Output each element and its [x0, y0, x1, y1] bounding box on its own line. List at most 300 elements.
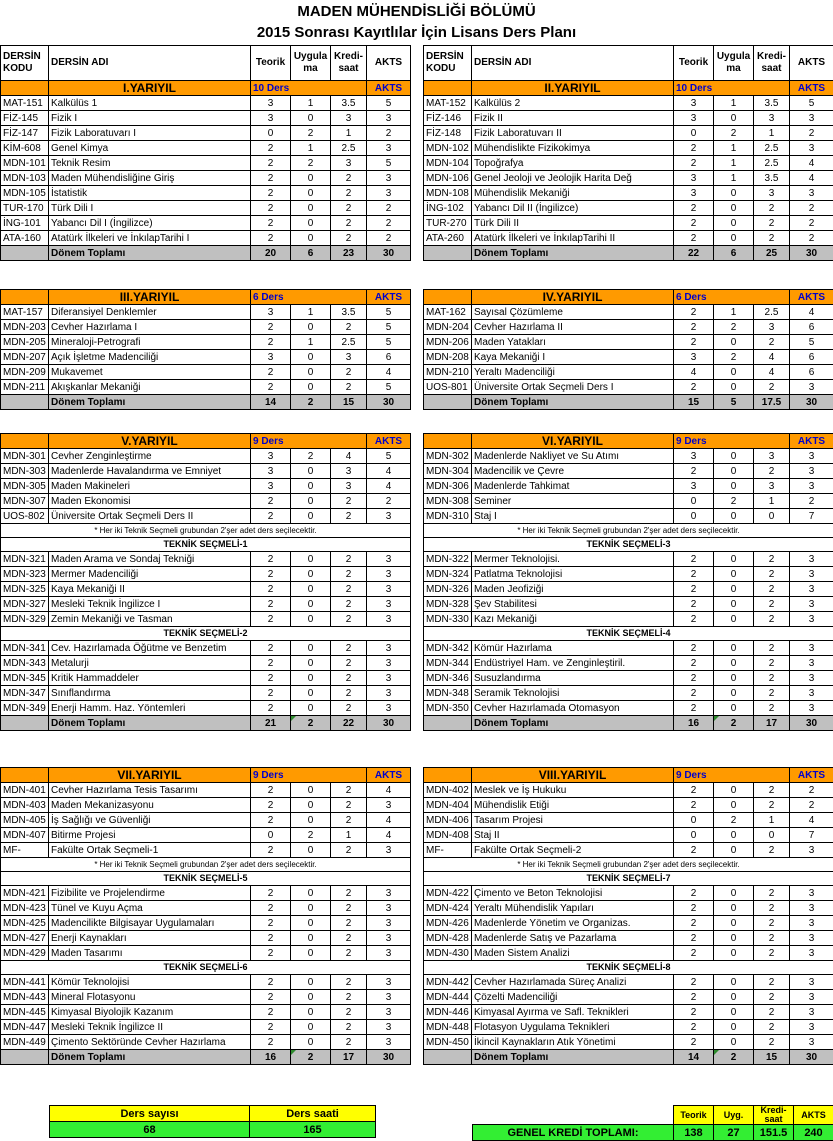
semester-name: V.YARIYIL: [49, 434, 251, 449]
akts-value: 7: [790, 828, 833, 843]
course-code: MDN-105: [1, 186, 49, 201]
course-code: MDN-422: [424, 886, 472, 901]
course-code: MF-: [424, 843, 472, 858]
akts-value: 4: [790, 171, 833, 186]
practice-hours: 2: [714, 813, 754, 828]
credit-hours: 2: [754, 843, 790, 858]
theory-hours: 2: [251, 656, 291, 671]
akts-total: 240: [794, 1125, 833, 1141]
course-code: MAT-152: [424, 96, 472, 111]
course-code: MDN-407: [1, 828, 49, 843]
theory-hours: 2: [674, 975, 714, 990]
practice-total: 27: [714, 1125, 754, 1141]
total-spacer: [424, 246, 472, 261]
credit-hours: 2: [331, 641, 367, 656]
credit-hours: 0: [754, 828, 790, 843]
theory-hours: 3: [251, 479, 291, 494]
elective-note: * Her iki Teknik Seçmeli grubundan 2'şer adet ders seçilecektir.: [1, 858, 411, 872]
credit-hours: 2: [754, 201, 790, 216]
course-count: 10 Ders: [251, 81, 367, 96]
course-code: MDN-330: [424, 612, 472, 627]
theory-hours: 2: [674, 656, 714, 671]
semester-name: III.YARIYIL: [49, 290, 251, 305]
course-row: [424, 350, 833, 365]
credit-hours: 2: [754, 567, 790, 582]
course-code: MDN-430: [424, 946, 472, 961]
total-akts: 30: [367, 246, 411, 261]
course-name: Kritik Hammaddeler: [49, 671, 251, 686]
akts-value: 4: [790, 305, 833, 320]
course-name: Yabancı Dil I (İngilizce): [49, 216, 251, 231]
theory-hours: 2: [251, 813, 291, 828]
course-code: MDN-322: [424, 552, 472, 567]
semester-header-row: [424, 434, 833, 449]
akts-value: 5: [367, 335, 411, 350]
course-row: [1, 126, 411, 141]
akts-value: 3: [367, 509, 411, 524]
course-name: Kaya Mekaniği I: [472, 350, 674, 365]
credit-hours: 2: [754, 1035, 790, 1050]
course-name: Maden Jeofiziği: [472, 582, 674, 597]
akts-label: AKTS: [367, 434, 411, 449]
course-row: [424, 975, 833, 990]
theory-hours: 3: [251, 449, 291, 464]
theory-hours: 2: [674, 916, 714, 931]
credit-hours: 0: [754, 509, 790, 524]
theory-hours: 0: [674, 509, 714, 524]
practice-hours: 0: [291, 494, 331, 509]
practice-hours: 1: [291, 305, 331, 320]
course-count: 9 Ders: [674, 768, 790, 783]
credit-hours: 3.5: [331, 96, 367, 111]
practice-hours: 0: [291, 975, 331, 990]
course-name: Çimento Sektöründe Cevher Hazırlama: [49, 1035, 251, 1050]
semester-table: [423, 45, 833, 261]
course-name: Genel Jeoloji ve Jeolojik Harita Değ: [472, 171, 674, 186]
elective-note-row: [1, 524, 411, 538]
akts-label: AKTS: [790, 768, 833, 783]
practice-hours: 0: [714, 990, 754, 1005]
total-label: Dönem Toplamı: [49, 395, 251, 410]
course-hours-label: Ders saati: [250, 1106, 376, 1122]
theory-hours: 2: [251, 231, 291, 246]
total-practice: 6: [714, 246, 754, 261]
elective-group-title: TEKNİK SEÇMELİ-1: [1, 538, 411, 552]
theory-header: Teorik: [674, 46, 714, 81]
akts-value: 3: [790, 901, 833, 916]
course-count: 9 Ders: [251, 434, 367, 449]
akts-value: 3: [367, 1035, 411, 1050]
total-spacer: [1, 395, 49, 410]
course-row: [424, 320, 833, 335]
practice-hours: 1: [714, 156, 754, 171]
credit-hours: 1: [754, 813, 790, 828]
course-code: MDN-346: [424, 671, 472, 686]
general-credit-label: GENEL KREDİ TOPLAMI:: [473, 1125, 674, 1141]
practice-hours: 0: [714, 783, 754, 798]
course-code: MDN-102: [424, 141, 472, 156]
course-name: Kalkülüs 2: [472, 96, 674, 111]
theory-hours: 0: [251, 126, 291, 141]
credit-hours: 2: [331, 975, 367, 990]
akts-value: 3: [367, 597, 411, 612]
practice-hours: 0: [291, 886, 331, 901]
course-code: MDN-406: [424, 813, 472, 828]
practice-hours: 0: [714, 686, 754, 701]
theory-hours: 2: [674, 305, 714, 320]
theory-hours: 2: [674, 1035, 714, 1050]
practice-hours: 0: [714, 975, 754, 990]
credit-hours: 2: [331, 671, 367, 686]
course-name: Maden Tasarımı: [49, 946, 251, 961]
practice-label: Uyg.: [714, 1106, 754, 1125]
practice-hours: 0: [291, 701, 331, 716]
akts-value: 2: [790, 783, 833, 798]
course-name: Kaya Mekaniği II: [49, 582, 251, 597]
akts-value: 2: [367, 231, 411, 246]
practice-hours: 0: [714, 671, 754, 686]
theory-hours: 2: [674, 686, 714, 701]
theory-hours: 2: [674, 931, 714, 946]
course-name: Fakülte Ortak Seçmeli-1: [49, 843, 251, 858]
course-name: Maden Sistem Analizi: [472, 946, 674, 961]
akts-value: 3: [367, 552, 411, 567]
theory-hours: 3: [251, 305, 291, 320]
credit-hours: 2.5: [754, 156, 790, 171]
course-code: MF-: [1, 843, 49, 858]
course-name: Madenlerde Yönetim ve Organizas.: [472, 916, 674, 931]
course-row: [424, 1035, 833, 1050]
semester-total-row: [424, 246, 833, 261]
course-code: TUR-270: [424, 216, 472, 231]
course-name: Maden Ekonomisi: [49, 494, 251, 509]
akts-value: 3: [367, 612, 411, 627]
credit-hours: 3: [331, 111, 367, 126]
course-row: [1, 813, 411, 828]
akts-value: 3: [367, 671, 411, 686]
course-row: [424, 111, 833, 126]
course-code: MDN-349: [1, 701, 49, 716]
akts-header: AKTS: [367, 46, 411, 81]
credit-hours: 2: [754, 931, 790, 946]
akts-value: 3: [790, 567, 833, 582]
course-name: Çözelti Madenciliği: [472, 990, 674, 1005]
course-code: UOS-801: [424, 380, 472, 395]
theory-hours: 3: [674, 96, 714, 111]
practice-hours: 0: [714, 916, 754, 931]
total-akts: 30: [790, 395, 833, 410]
course-name: Maden Yatakları: [472, 335, 674, 350]
course-name: Madenlerde Nakliyet ve Su Atımı: [472, 449, 674, 464]
practice-hours: 0: [291, 946, 331, 961]
elective-note-row: [424, 858, 833, 872]
theory-hours: 2: [251, 567, 291, 582]
credit-hours: 2: [331, 1020, 367, 1035]
credit-hours: 3: [331, 156, 367, 171]
akts-value: 3: [790, 449, 833, 464]
theory-hours: 2: [251, 843, 291, 858]
semester-header-row: [1, 768, 411, 783]
course-row: [424, 701, 833, 716]
course-row: [1, 1005, 411, 1020]
total-akts: 30: [790, 716, 833, 731]
course-name: Fakülte Ortak Seçmeli-2: [472, 843, 674, 858]
total-credit: 15: [331, 395, 367, 410]
semester-table: [0, 433, 411, 731]
course-name: Cev. Hazırlamada Öğütme ve Benzetim: [49, 641, 251, 656]
course-row: [424, 916, 833, 931]
akts-value: 4: [367, 813, 411, 828]
course-row: [424, 156, 833, 171]
elective-group-header: [1, 961, 411, 975]
akts-label: AKTS: [790, 434, 833, 449]
semester-name: IV.YARIYIL: [472, 290, 674, 305]
theory-hours: 2: [251, 171, 291, 186]
column-header-row: [424, 46, 833, 81]
total-label: Dönem Toplamı: [49, 1050, 251, 1065]
semester-table: [423, 289, 833, 410]
theory-hours: 2: [674, 552, 714, 567]
theory-hours: 2: [674, 612, 714, 627]
credit-hours: 2: [331, 1005, 367, 1020]
course-name: Madenlerde Satış ve Pazarlama: [472, 931, 674, 946]
theory-hours: 2: [251, 990, 291, 1005]
practice-hours: 0: [291, 686, 331, 701]
practice-hours: 0: [714, 656, 754, 671]
course-row: [1, 916, 411, 931]
practice-hours: 0: [714, 828, 754, 843]
theory-total: 138: [674, 1125, 714, 1141]
semester-header-spacer: [1, 81, 49, 96]
course-code: MDN-425: [1, 916, 49, 931]
credit-hours: 2: [331, 380, 367, 395]
elective-group-title: TEKNİK SEÇMELİ-7: [424, 872, 833, 886]
theory-hours: 2: [251, 612, 291, 627]
akts-value: 3: [790, 916, 833, 931]
course-name: Patlatma Teknolojisi: [472, 567, 674, 582]
theory-hours: 2: [251, 494, 291, 509]
total-credit: 25: [754, 246, 790, 261]
course-row: [1, 141, 411, 156]
course-row: [1, 201, 411, 216]
practice-hours: 0: [714, 186, 754, 201]
credit-hours: 2.5: [331, 335, 367, 350]
course-name: Mineraloji-Petrografi: [49, 335, 251, 350]
course-row: [424, 671, 833, 686]
total-spacer: [1, 246, 49, 261]
practice-hours: 0: [714, 231, 754, 246]
course-row: [424, 886, 833, 901]
akts-value: 3: [367, 886, 411, 901]
practice-hours: 0: [714, 1020, 754, 1035]
total-credit: 22: [331, 716, 367, 731]
course-name: Mukavemet: [49, 365, 251, 380]
practice-hours: 1: [714, 171, 754, 186]
practice-hours: 2: [714, 350, 754, 365]
theory-hours: 2: [674, 798, 714, 813]
akts-value: 3: [367, 946, 411, 961]
course-code: MDN-205: [1, 335, 49, 350]
course-name: Staj II: [472, 828, 674, 843]
course-code: MDN-104: [424, 156, 472, 171]
theory-hours: 2: [251, 552, 291, 567]
course-row: [424, 798, 833, 813]
total-spacer: [424, 716, 472, 731]
akts-value: 4: [367, 464, 411, 479]
practice-hours: 1: [714, 141, 754, 156]
theory-hours: 2: [674, 231, 714, 246]
course-code: MDN-441: [1, 975, 49, 990]
credit-hours: 2: [331, 813, 367, 828]
credit-hours: 4: [754, 350, 790, 365]
course-name: Açık İşletme Madenciliği: [49, 350, 251, 365]
semester-table: [423, 767, 833, 1065]
practice-hours: 0: [714, 946, 754, 961]
akts-value: 3: [790, 552, 833, 567]
practice-hours: 0: [714, 886, 754, 901]
total-theory: 16: [674, 716, 714, 731]
semester-total-row: [1, 395, 411, 410]
practice-hours: 0: [291, 1035, 331, 1050]
course-code: MDN-449: [1, 1035, 49, 1050]
total-spacer: [424, 1050, 472, 1065]
practice-hours: 0: [291, 783, 331, 798]
theory-hours: 3: [251, 111, 291, 126]
practice-hours: 0: [291, 464, 331, 479]
akts-value: 3: [790, 886, 833, 901]
elective-group-header: [1, 538, 411, 552]
theory-hours: 3: [674, 186, 714, 201]
akts-value: 4: [790, 813, 833, 828]
semester-total-row: [1, 246, 411, 261]
course-code: MDN-403: [1, 798, 49, 813]
course-code: MDN-211: [1, 380, 49, 395]
page-title: MADEN MÜHENDİSLİĞİ BÖLÜMÜ: [0, 3, 833, 20]
course-row: [424, 656, 833, 671]
elective-note: * Her iki Teknik Seçmeli grubundan 2'şer adet ders seçilecektir.: [424, 524, 833, 538]
credit-hours: 2: [331, 1035, 367, 1050]
practice-hours: 1: [291, 141, 331, 156]
course-row: [424, 843, 833, 858]
course-name: Atatürk İlkeleri ve İnkılapTarihi I: [49, 231, 251, 246]
akts-value: 6: [790, 320, 833, 335]
course-name: Çimento ve Beton Teknolojisi: [472, 886, 674, 901]
practice-hours: 2: [714, 494, 754, 509]
semester-header-row: [424, 81, 833, 96]
credit-hours: 2: [754, 231, 790, 246]
credit-hours: 2: [754, 990, 790, 1005]
total-practice: 2: [714, 716, 754, 731]
practice-hours: 0: [291, 186, 331, 201]
credit-hours: 2: [331, 171, 367, 186]
course-code: İNG-101: [1, 216, 49, 231]
total-spacer: [1, 716, 49, 731]
course-row: [424, 365, 833, 380]
akts-value: 2: [367, 494, 411, 509]
theory-hours: 2: [674, 567, 714, 582]
credit-hours: 2: [754, 886, 790, 901]
course-name: Sınıflandırma: [49, 686, 251, 701]
course-row: [1, 975, 411, 990]
akts-label: AKTS: [367, 290, 411, 305]
course-name: Cevher Hazırlama I: [49, 320, 251, 335]
semester-header-spacer: [424, 434, 472, 449]
akts-value: 2: [367, 216, 411, 231]
practice-hours: 1: [291, 96, 331, 111]
course-code: MDN-325: [1, 582, 49, 597]
credit-hours: 2: [331, 552, 367, 567]
course-row: [1, 612, 411, 627]
course-name: Atatürk İlkeleri ve İnkılapTarihi II: [472, 231, 674, 246]
akts-value: 4: [367, 365, 411, 380]
elective-group-title: TEKNİK SEÇMELİ-8: [424, 961, 833, 975]
practice-hours: 0: [291, 671, 331, 686]
total-theory: 14: [251, 395, 291, 410]
theory-hours: 2: [674, 335, 714, 350]
theory-hours: 2: [674, 201, 714, 216]
credit-hours: 2: [331, 701, 367, 716]
course-code: FİZ-147: [1, 126, 49, 141]
practice-hours: 0: [714, 335, 754, 350]
practice-hours: 0: [291, 567, 331, 582]
theory-hours: 0: [674, 813, 714, 828]
course-row: [424, 686, 833, 701]
semester-header-row: [1, 434, 411, 449]
credit-hours: 2: [754, 1005, 790, 1020]
elective-group-title: TEKNİK SEÇMELİ-3: [424, 538, 833, 552]
theory-hours: 2: [674, 141, 714, 156]
theory-hours: 2: [251, 1005, 291, 1020]
practice-hours: 0: [714, 901, 754, 916]
course-name: Akışkanlar Mekaniği: [49, 380, 251, 395]
course-row: [424, 201, 833, 216]
course-row: [1, 886, 411, 901]
total-akts: 30: [790, 1050, 833, 1065]
semester-header-spacer: [424, 768, 472, 783]
course-name: Madenlerde Tahkimat: [472, 479, 674, 494]
theory-hours: 3: [674, 449, 714, 464]
course-name: Kalkülüs 1: [49, 96, 251, 111]
total-label: Dönem Toplamı: [472, 395, 674, 410]
total-practice: 2: [714, 1050, 754, 1065]
course-code: FİZ-146: [424, 111, 472, 126]
course-row: [1, 641, 411, 656]
practice-hours: 0: [291, 612, 331, 627]
akts-value: 3: [367, 686, 411, 701]
total-spacer: [424, 395, 472, 410]
semester-name: VII.YARIYIL: [49, 768, 251, 783]
course-code: MDN-343: [1, 656, 49, 671]
akts-value: 3: [790, 701, 833, 716]
theory-hours: 2: [251, 1020, 291, 1035]
course-count-value: 68: [50, 1122, 250, 1138]
akts-value: 3: [367, 916, 411, 931]
theory-hours: 2: [251, 946, 291, 961]
practice-hours: 0: [291, 813, 331, 828]
course-row: [1, 1020, 411, 1035]
theory-hours: 3: [674, 350, 714, 365]
credit-header: Kredi- saat: [331, 46, 367, 81]
semester-name: VIII.YARIYIL: [472, 768, 674, 783]
practice-hours: 0: [291, 843, 331, 858]
theory-hours: 2: [251, 365, 291, 380]
practice-hours: 0: [714, 479, 754, 494]
course-row: [424, 494, 833, 509]
credit-hours: 3: [754, 479, 790, 494]
total-akts: 30: [367, 395, 411, 410]
total-practice: 6: [291, 246, 331, 261]
course-name: İstatistik: [49, 186, 251, 201]
